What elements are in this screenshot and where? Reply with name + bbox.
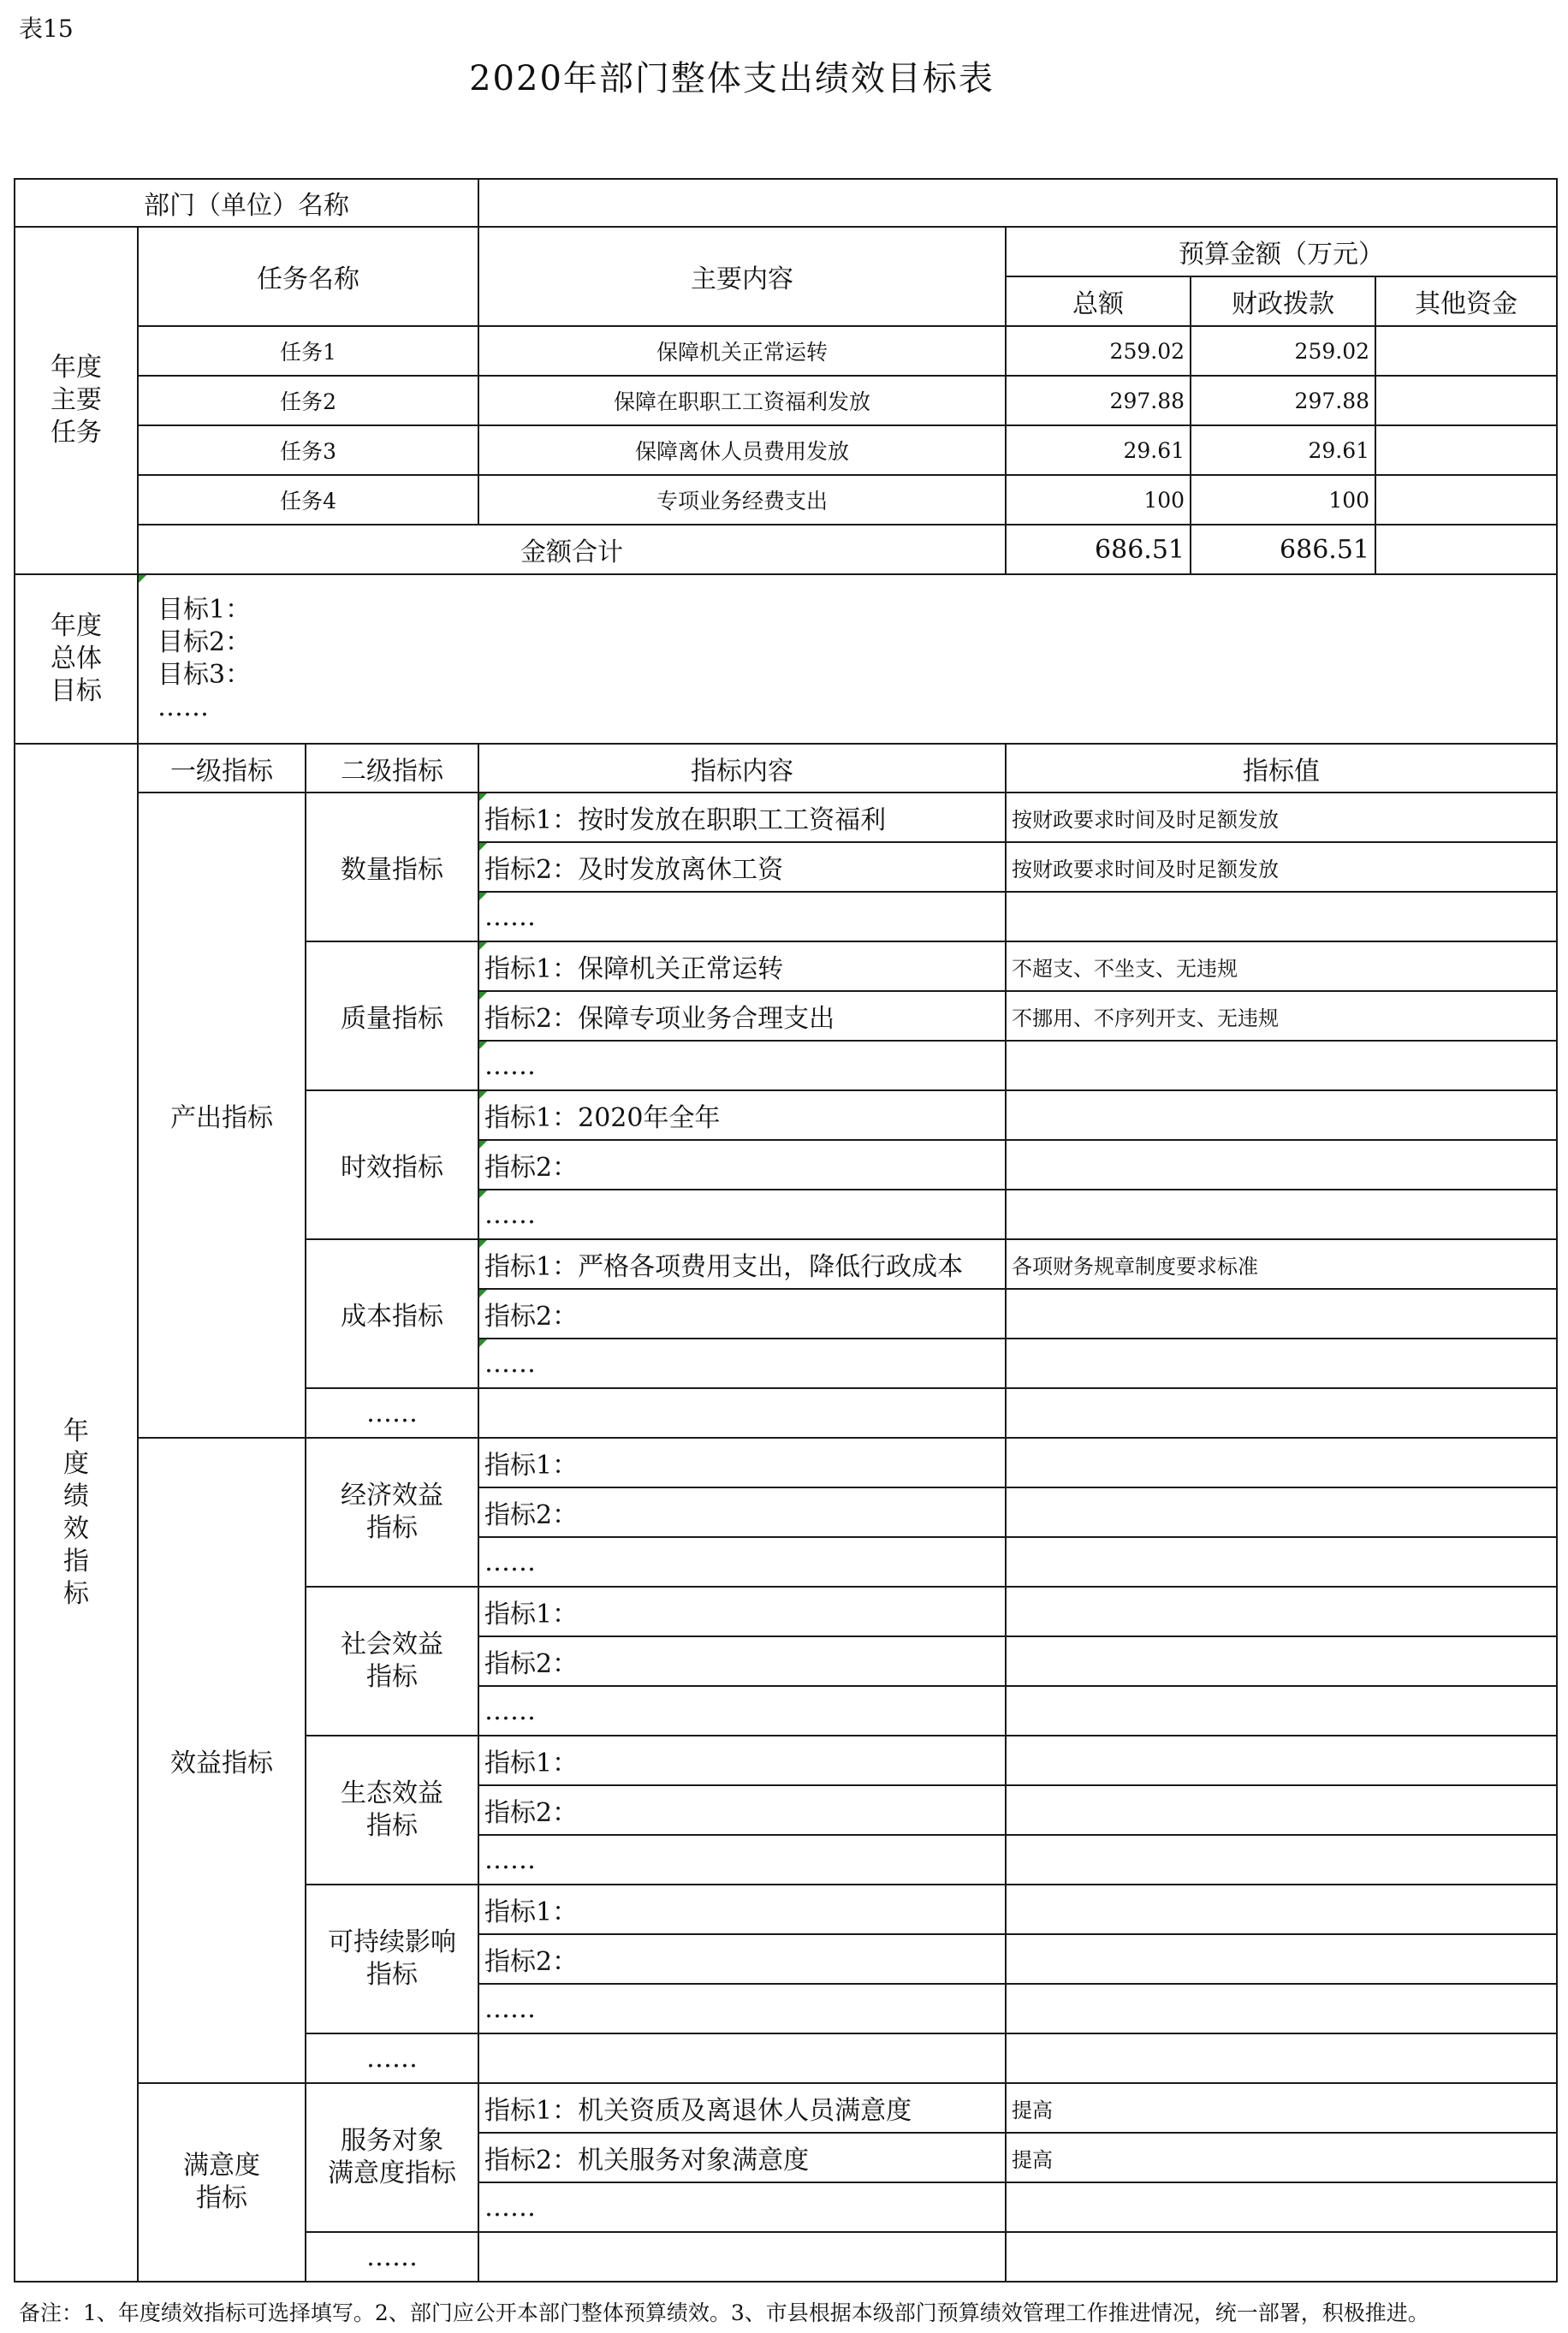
task-other [1375,376,1557,425]
goal-line: 目标3： [157,660,252,690]
indicator-value[interactable]: 按财政要求时间及时足额发放 [1006,842,1557,892]
task-row [15,326,1557,376]
indicator-content[interactable]: 指标1： [478,1587,1006,1636]
indicator-content[interactable]: …… [478,1835,1006,1885]
indicator-value[interactable]: 不挪用、不序列开支、无违规 [1006,991,1557,1041]
task-name: 任务3 [138,425,478,475]
overall-goal-content[interactable] [138,574,1557,744]
level1-indicator-header: 一级指标 [138,744,306,793]
indicator-content[interactable]: 指标2： [478,1934,1006,1984]
dept-name-value[interactable] [478,179,1557,227]
satisfaction-indicator-label: 满意度 指标 [138,2083,306,2282]
indicator-content-header: 指标内容 [478,744,1006,793]
goal-line: …… [157,692,209,722]
task-content-header: 主要内容 [478,227,1006,326]
indicator-content[interactable]: 指标2：及时发放离休工资 [478,842,1006,892]
budget-fiscal-header: 财政拨款 [1191,276,1375,326]
indicator-value[interactable] [1006,1438,1557,1487]
indicator-content[interactable]: …… [478,1686,1006,1736]
task-other [1375,425,1557,475]
indicator-content[interactable] [478,2232,1006,2282]
indicator-content[interactable]: …… [478,892,1006,941]
task-fiscal: 100 [1191,475,1375,525]
dept-name-label: 部门（单位）名称 [15,179,478,227]
indicator-content[interactable]: 指标1： [478,1438,1006,1487]
table-number: 表15 [19,15,74,43]
indicator-value[interactable] [1006,1041,1557,1090]
task-name: 任务4 [138,475,478,525]
indicator-content[interactable]: 指标1： [478,1736,1006,1785]
indicator-content[interactable]: …… [478,1537,1006,1587]
task-total: 29.61 [1006,425,1191,475]
benefit-more-label: …… [306,2033,478,2083]
sustainable-impact-label: 可持续影响 指标 [306,1885,478,2033]
task-other [1375,475,1557,525]
indicator-value[interactable] [1006,1537,1557,1587]
performance-side-label: 年 度 绩 效 指 标 [15,744,138,2282]
indicator-content[interactable]: …… [478,1339,1006,1388]
indicator-value[interactable]: 各项财务规章制度要求标准 [1006,1239,1557,1289]
indicator-content[interactable]: 指标1： [478,1885,1006,1934]
task-name-header: 任务名称 [138,227,478,326]
indicator-content[interactable]: 指标1：严格各项费用支出，降低行政成本 [478,1239,1006,1289]
indicator-content[interactable]: 指标2：机关服务对象满意度 [478,2133,1006,2182]
indicator-value[interactable] [1006,1388,1557,1438]
indicator-value[interactable] [1006,1885,1557,1934]
task-name: 任务1 [138,326,478,376]
task-name: 任务2 [138,376,478,425]
social-benefit-label: 社会效益 指标 [306,1587,478,1736]
task-fiscal: 259.02 [1191,326,1375,376]
indicator-value[interactable] [1006,892,1557,941]
indicator-value[interactable] [1006,1934,1557,1984]
indicator-value[interactable] [1006,1587,1557,1636]
quality-indicator-label: 质量指标 [306,941,478,1090]
amount-sum-fiscal: 686.51 [1191,525,1375,574]
indicator-content[interactable]: 指标2： [478,1140,1006,1190]
quantity-indicator-label: 数量指标 [306,793,478,941]
amount-sum-label: 金额合计 [138,525,1006,574]
indicator-content[interactable]: 指标2： [478,1487,1006,1537]
indicator-value[interactable] [1006,2232,1557,2282]
indicator-value[interactable]: 提高 [1006,2083,1557,2133]
benefit-indicator-label: 效益指标 [138,1438,306,2083]
output-more-label: …… [306,1388,478,1438]
goal-line: 目标2： [157,627,252,657]
task-row [15,425,1557,475]
indicator-value[interactable] [1006,1636,1557,1686]
cost-indicator-label: 成本指标 [306,1239,478,1388]
amount-sum-other [1375,525,1557,574]
indicator-content[interactable]: 指标1：机关资质及离退休人员满意度 [478,2083,1006,2133]
indicator-value[interactable] [1006,2033,1557,2083]
timeliness-indicator-label: 时效指标 [306,1090,478,1239]
overall-goal-side-label: 年度 总体 目标 [15,574,138,744]
indicator-value[interactable] [1006,1835,1557,1885]
indicator-content[interactable]: …… [478,1984,1006,2033]
indicator-value[interactable] [1006,1190,1557,1239]
indicator-content[interactable]: 指标2：保障专项业务合理支出 [478,991,1006,1041]
annual-tasks-side-label: 年度 主要 任务 [15,227,138,574]
task-content: 保障机关正常运转 [478,326,1006,376]
amount-sum-total: 686.51 [1006,525,1191,574]
service-satisfaction-label: 服务对象 满意度指标 [306,2083,478,2232]
document-title: 2020年部门整体支出绩效目标表 [469,59,995,98]
indicator-value[interactable] [1006,1736,1557,1785]
indicator-value-header: 指标值 [1006,744,1557,793]
indicator-content[interactable]: 指标1：2020年全年 [478,1090,1006,1140]
footnote: 备注：1、年度绩效指标可选择填写。2、部门应公开本部门整体预算绩效。3、市县根据本级部门预算绩效管理工作推进情况，统一部署，积极推进。 [19,2300,1429,2325]
indicator-content[interactable]: 指标2： [478,1636,1006,1686]
indicator-value[interactable] [1006,1984,1557,2033]
level2-indicator-header: 二级指标 [306,744,478,793]
indicator-content[interactable] [478,1388,1006,1438]
task-other [1375,326,1557,376]
budget-other-header: 其他资金 [1375,276,1557,326]
performance-target-table [14,178,1558,2283]
indicator-content[interactable]: …… [478,2182,1006,2232]
output-indicator-label: 产出指标 [138,793,306,1438]
indicator-content[interactable]: 指标1：按时发放在职职工工资福利 [478,793,1006,842]
indicator-content[interactable]: …… [478,1041,1006,1090]
task-content: 专项业务经费支出 [478,475,1006,525]
budget-amount-header: 预算金额（万元） [1006,227,1557,276]
indicator-content[interactable] [478,2033,1006,2083]
task-content: 保障离休人员费用发放 [478,425,1006,475]
indicator-value[interactable]: 提高 [1006,2133,1557,2182]
task-row [15,475,1557,525]
indicator-value[interactable] [1006,1686,1557,1736]
indicator-value[interactable] [1006,1289,1557,1339]
indicator-value[interactable] [1006,2182,1557,2232]
task-fiscal: 29.61 [1191,425,1375,475]
indicator-value[interactable] [1006,1339,1557,1388]
indicator-value[interactable] [1006,1487,1557,1537]
indicator-value[interactable] [1006,1140,1557,1190]
budget-total-header: 总额 [1006,276,1191,326]
indicator-value[interactable] [1006,1090,1557,1140]
indicator-content[interactable]: 指标2： [478,1785,1006,1835]
task-total: 259.02 [1006,326,1191,376]
task-content: 保障在职职工工资福利发放 [478,376,1006,425]
task-total: 297.88 [1006,376,1191,425]
satisfaction-more-label: …… [306,2232,478,2282]
indicator-value[interactable]: 不超支、不坐支、无违规 [1006,941,1557,991]
indicator-value[interactable] [1006,1785,1557,1835]
ecological-benefit-label: 生态效益 指标 [306,1736,478,1885]
indicator-content[interactable]: 指标1：保障机关正常运转 [478,941,1006,991]
task-row [15,376,1557,425]
task-fiscal: 297.88 [1191,376,1375,425]
goal-line: 目标1： [157,595,252,625]
economic-benefit-label: 经济效益 指标 [306,1438,478,1587]
indicator-content[interactable]: 指标2： [478,1289,1006,1339]
indicator-content[interactable]: …… [478,1190,1006,1239]
task-total: 100 [1006,475,1191,525]
indicator-value[interactable]: 按财政要求时间及时足额发放 [1006,793,1557,842]
